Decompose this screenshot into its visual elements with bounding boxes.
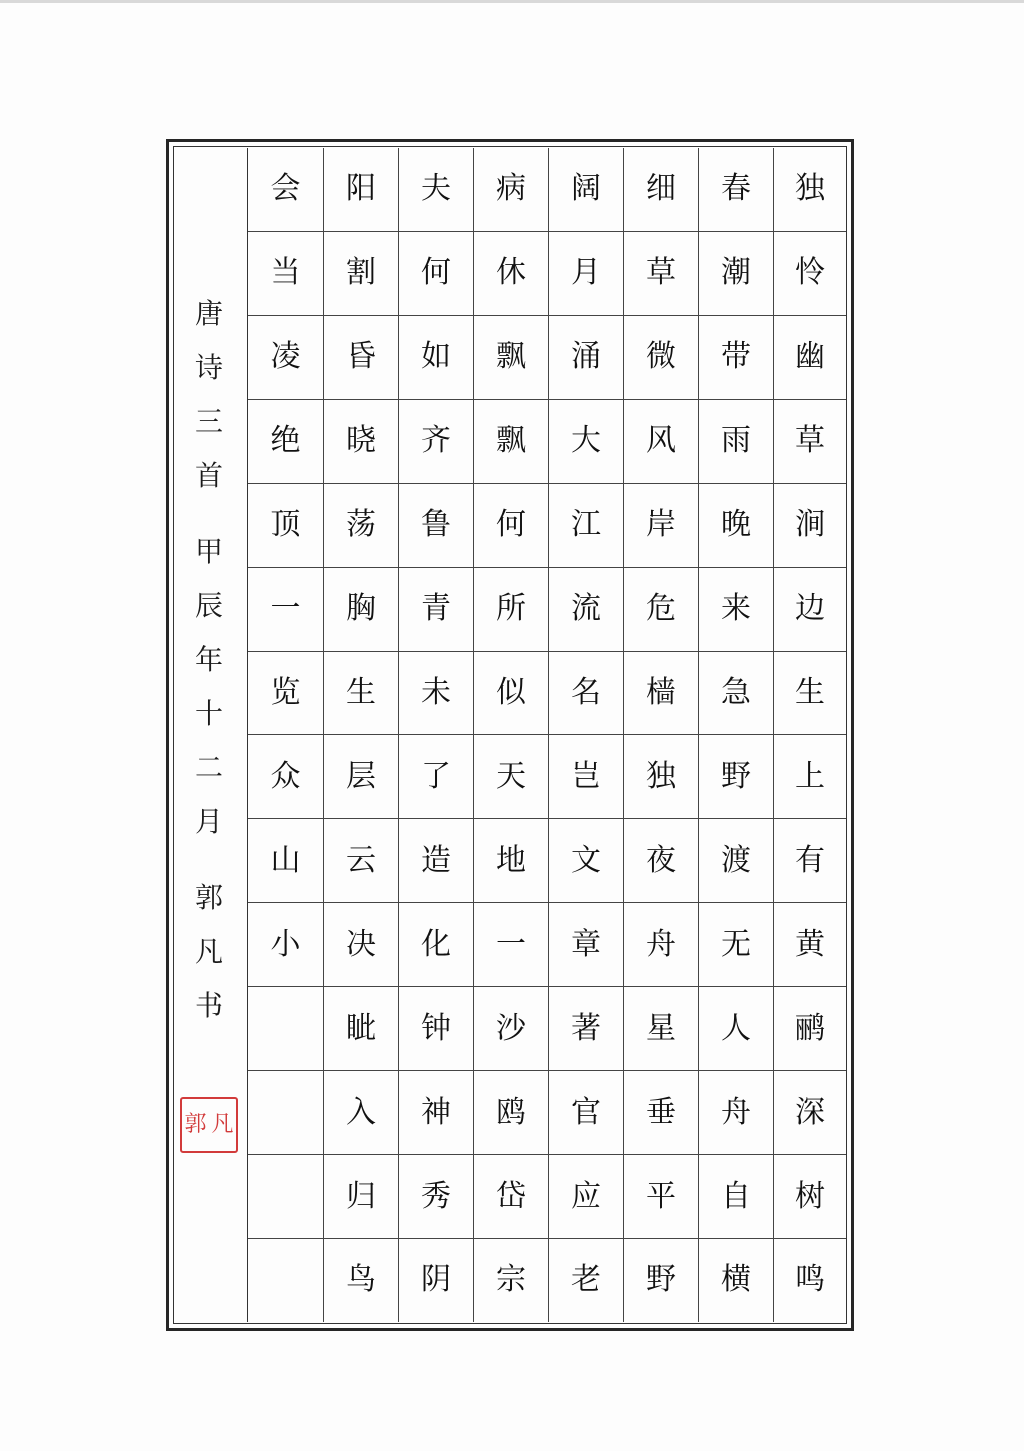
grid-cell: 所 <box>474 568 548 652</box>
grid-cell: 入 <box>324 1071 398 1155</box>
grid-cell: 一 <box>248 568 323 652</box>
grid-cell: 顶 <box>248 484 323 568</box>
grid-cell: 岂 <box>549 735 623 819</box>
grid-cell: 如 <box>399 316 473 400</box>
grid-cell: 深 <box>774 1071 846 1155</box>
grid-cell: 黄 <box>774 903 846 987</box>
grid-column <box>473 148 548 1322</box>
grid-cell: 化 <box>399 903 473 987</box>
grid-cell: 鸣 <box>795 1262 825 1298</box>
grid-cell: 横 <box>721 1262 751 1298</box>
grid-cell: 自 <box>699 1155 773 1239</box>
character: 书 <box>194 989 223 1022</box>
grid-cell: 鸟 <box>346 1262 376 1298</box>
grid-cell: 生 <box>324 652 398 736</box>
grid-cell: 鸥 <box>474 1071 548 1155</box>
grid-cell: 草 <box>624 232 698 316</box>
character: 唐 <box>194 297 223 330</box>
grid-cell: 涌 <box>549 316 623 400</box>
colophon <box>186 297 232 1046</box>
grid-column <box>698 148 773 1322</box>
grid-column <box>773 148 846 1322</box>
character: 月 <box>194 805 223 838</box>
grid-cell: 地 <box>474 819 548 903</box>
grid-cell: 病 <box>474 148 548 232</box>
grid-cell: 绝 <box>248 400 323 484</box>
character: 三 <box>194 405 223 438</box>
grid-cell: 涧 <box>774 484 846 568</box>
grid-column <box>323 148 398 1322</box>
grid-cell: 神 <box>399 1071 473 1155</box>
grid-cell: 平 <box>624 1155 698 1239</box>
grid-cell: 幽 <box>774 316 846 400</box>
grid-cell: 鹂 <box>774 987 846 1071</box>
grid-cell: 来 <box>699 568 773 652</box>
character: 首 <box>194 459 223 492</box>
grid-cell: 上 <box>774 735 846 819</box>
grid-cell: 垂 <box>624 1071 698 1155</box>
character: 二 <box>194 751 223 784</box>
grid-cell: 危 <box>624 568 698 652</box>
character: 十 <box>194 697 223 730</box>
character: 诗 <box>194 351 223 384</box>
grid-cell: 独 <box>774 148 846 232</box>
grid-cell: 有 <box>774 819 846 903</box>
grid-cell: 飘 <box>474 400 548 484</box>
colophon-signature <box>194 881 223 1046</box>
grid-cell: 岱 <box>474 1155 548 1239</box>
grid-cell: 决 <box>324 903 398 987</box>
grid-cell: 樯 <box>624 652 698 736</box>
grid-cell: 夫 <box>399 148 473 232</box>
grid-cell: 大 <box>549 400 623 484</box>
character: 郭 <box>184 1112 207 1137</box>
grid-cell <box>248 987 323 1071</box>
grid-cell: 舟 <box>624 903 698 987</box>
grid-cell: 人 <box>699 987 773 1071</box>
red-seal <box>180 1097 238 1153</box>
character: 凡 <box>194 935 223 968</box>
character: 凡 <box>211 1112 234 1137</box>
grid-cell: 宗 <box>496 1262 526 1298</box>
colophon-title <box>194 297 223 516</box>
scan-edge <box>0 0 1024 3</box>
grid-cell: 急 <box>699 652 773 736</box>
grid-cell: 了 <box>399 735 473 819</box>
grid-cell: 造 <box>399 819 473 903</box>
grid-column <box>623 148 698 1322</box>
grid-cell: 生 <box>774 652 846 736</box>
grid-cell: 会 <box>248 148 323 232</box>
grid-cell: 青 <box>399 568 473 652</box>
grid-cell: 渡 <box>699 819 773 903</box>
grid-cell: 鲁 <box>399 484 473 568</box>
grid-cell: 春 <box>699 148 773 232</box>
character: 辰 <box>194 589 223 622</box>
grid-cell: 钟 <box>399 987 473 1071</box>
character: 郭 <box>194 881 223 914</box>
grid-cell: 阳 <box>324 148 398 232</box>
grid-cell <box>248 1071 323 1155</box>
grid-cell: 眦 <box>324 987 398 1071</box>
grid-cell: 应 <box>549 1155 623 1239</box>
grid-cell: 草 <box>774 400 846 484</box>
grid-cell: 何 <box>399 232 473 316</box>
grid-cell: 无 <box>699 903 773 987</box>
grid-column <box>548 148 623 1322</box>
grid-cell: 览 <box>248 652 323 736</box>
colophon-date <box>194 535 223 862</box>
grid-cell: 舟 <box>699 1071 773 1155</box>
grid-column <box>398 148 473 1322</box>
grid-cell: 晓 <box>324 400 398 484</box>
grid-cell <box>248 1239 323 1322</box>
grid-cell: 飘 <box>474 316 548 400</box>
grid-cell: 未 <box>399 652 473 736</box>
grid-cell: 树 <box>774 1155 846 1239</box>
grid-cell: 江 <box>549 484 623 568</box>
grid-cell: 众 <box>248 735 323 819</box>
grid-cell: 野 <box>699 735 773 819</box>
grid-cell: 齐 <box>399 400 473 484</box>
grid-column <box>248 148 323 1322</box>
grid-cell: 名 <box>549 652 623 736</box>
grid-cell: 割 <box>324 232 398 316</box>
grid-cell: 带 <box>699 316 773 400</box>
grid-cell: 岸 <box>624 484 698 568</box>
grid-cell: 沙 <box>474 987 548 1071</box>
grid-cell: 章 <box>549 903 623 987</box>
grid-cell: 细 <box>624 148 698 232</box>
grid-cell: 微 <box>624 316 698 400</box>
grid-cell: 何 <box>474 484 548 568</box>
grid-cell: 雨 <box>699 400 773 484</box>
grid-cell: 野 <box>646 1262 676 1298</box>
character: 年 <box>194 643 223 676</box>
grid-cell: 胸 <box>324 568 398 652</box>
grid-cell: 独 <box>624 735 698 819</box>
grid-cell: 流 <box>549 568 623 652</box>
grid-cell: 层 <box>324 735 398 819</box>
grid-cell: 官 <box>549 1071 623 1155</box>
grid-cell: 天 <box>474 735 548 819</box>
grid-cell: 山 <box>248 819 323 903</box>
grid-cell: 当 <box>248 232 323 316</box>
grid-cell: 一 <box>474 903 548 987</box>
grid-cell: 小 <box>248 903 323 987</box>
grid-cell: 归 <box>324 1155 398 1239</box>
grid-cell: 夜 <box>624 819 698 903</box>
grid-cell: 昏 <box>324 316 398 400</box>
grid-cell: 老 <box>571 1262 601 1298</box>
grid-cell: 晚 <box>699 484 773 568</box>
grid-cell: 边 <box>774 568 846 652</box>
calligraphy-grid <box>247 148 846 1322</box>
grid-cell: 风 <box>624 400 698 484</box>
grid-cell: 凌 <box>248 316 323 400</box>
grid-cell <box>248 1155 323 1239</box>
character: 甲 <box>194 535 223 568</box>
grid-cell: 怜 <box>774 232 846 316</box>
grid-cell: 阴 <box>421 1262 451 1298</box>
grid-cell: 潮 <box>699 232 773 316</box>
grid-cell: 休 <box>474 232 548 316</box>
grid-cell: 著 <box>549 987 623 1071</box>
grid-cell: 似 <box>474 652 548 736</box>
grid-cell: 阔 <box>549 148 623 232</box>
grid-cell: 荡 <box>324 484 398 568</box>
grid-cell: 月 <box>549 232 623 316</box>
grid-cell: 文 <box>549 819 623 903</box>
grid-cell: 星 <box>624 987 698 1071</box>
grid-cell: 云 <box>324 819 398 903</box>
grid-cell: 秀 <box>399 1155 473 1239</box>
